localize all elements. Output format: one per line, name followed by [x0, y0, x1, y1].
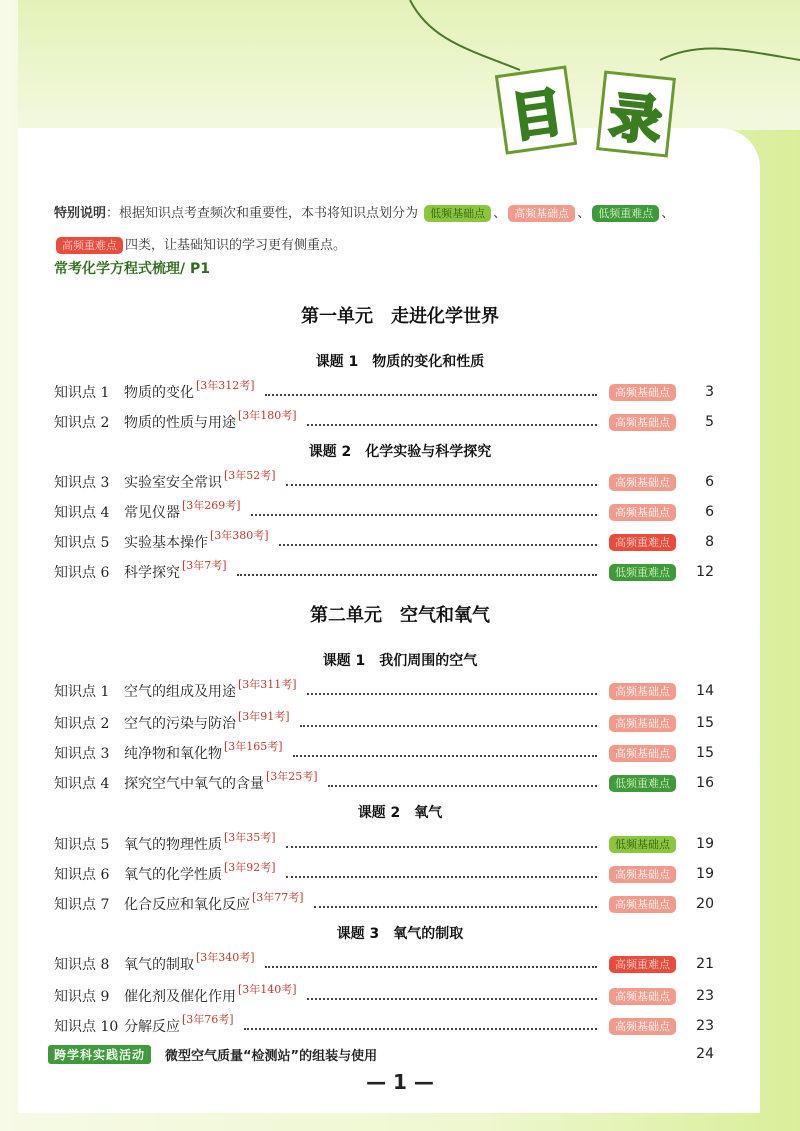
category-tag: 高频基础点 [609, 866, 676, 883]
knowledge-code: 知识点 4 [54, 505, 110, 521]
leader-dots [314, 906, 597, 908]
note-suffix: 四类，让基础知识的学习更有侧重点。 [125, 238, 347, 253]
exam-count: [3年35考] [224, 831, 276, 844]
knowledge-name: 纯净物和氧化物 [124, 746, 222, 762]
knowledge-code: 知识点 2 [54, 716, 110, 732]
knowledge-code: 知识点 3 [54, 475, 110, 491]
toc-row[interactable] [54, 712, 714, 734]
category-tag: 高频基础点 [609, 384, 676, 401]
knowledge-name: 氧气的物理性质 [124, 837, 222, 853]
leader-dots [244, 1028, 597, 1030]
toc-row[interactable] [54, 893, 714, 915]
page-ref: 19 [696, 836, 714, 852]
practice-page: 24 [696, 1046, 714, 1062]
page-ref: 5 [705, 414, 714, 430]
knowledge-name: 空气的污染与防治 [124, 716, 236, 732]
exam-count: [3年91考] [238, 710, 290, 723]
knowledge-name: 化合反应和氧化反应 [124, 897, 250, 913]
page-ref: 12 [696, 564, 714, 580]
leader-dots [307, 424, 597, 426]
leader-dots [286, 846, 597, 848]
leader-dots [265, 394, 597, 396]
formula-link[interactable]: 常考化学方程式梳理/ P1 [54, 261, 210, 277]
page-ref: 15 [696, 715, 714, 731]
knowledge-name: 氧气的制取 [124, 957, 194, 973]
lesson-title: 课题 3 氧气的制取 [336, 926, 464, 942]
knowledge-name: 科学探究 [124, 565, 180, 581]
category-tag: 高频基础点 [609, 414, 676, 431]
category-tag: 高频基础点 [609, 745, 676, 762]
knowledge-name: 物质的性质与用途 [124, 415, 236, 431]
practice-title: 微型空气质量“检测站”的组装与使用 [165, 1048, 378, 1064]
toc-row[interactable] [54, 833, 714, 855]
leader-dots [251, 514, 597, 516]
knowledge-code: 知识点 1 [54, 684, 110, 700]
lesson-title: 课题 1 物质的变化和性质 [315, 354, 485, 370]
knowledge-code: 知识点 7 [54, 897, 110, 913]
header-band [18, 0, 800, 130]
toc-row[interactable] [54, 471, 714, 493]
page-ref: 6 [705, 504, 714, 520]
category-tag: 低频基础点 [609, 836, 676, 853]
exam-count: [3年25考] [266, 770, 318, 783]
page-number: — 1 — [366, 1070, 434, 1094]
toc-row[interactable] [54, 772, 714, 794]
exam-count: [3年311考] [238, 678, 297, 691]
note-label: 特别说明 [54, 206, 107, 221]
knowledge-code: 知识点 5 [54, 535, 110, 551]
page-ref: 20 [696, 896, 714, 912]
page-ref: 19 [696, 866, 714, 882]
knowledge-name: 探究空气中氧气的含量 [124, 776, 264, 792]
toc-row[interactable] [54, 953, 714, 975]
unit-title: 第一单元 走进化学世界 [301, 306, 499, 327]
title-card-2: 录 [596, 70, 676, 157]
toc-row[interactable] [54, 561, 714, 583]
category-tag: 高频基础点 [609, 896, 676, 913]
exam-count: [3年140考] [238, 983, 297, 996]
category-tag: 低频重难点 [609, 564, 676, 581]
knowledge-name: 物质的变化 [124, 385, 194, 401]
page-ref: 3 [705, 384, 714, 400]
tag-high-key: 高频重难点 [56, 237, 123, 254]
unit-title: 第二单元 空气和氧气 [310, 605, 490, 626]
lesson-title: 课题 2 氧气 [357, 805, 443, 821]
category-tag: 高频重难点 [609, 534, 676, 551]
knowledge-code: 知识点 10 [54, 1019, 119, 1035]
exam-count: [3年269考] [182, 499, 241, 512]
toc-row[interactable] [54, 863, 714, 885]
category-tag: 低频重难点 [609, 775, 676, 792]
leader-dots [293, 755, 597, 757]
leader-dots [237, 574, 597, 576]
exam-count: [3年76考] [182, 1013, 234, 1026]
exam-count: [3年77考] [252, 891, 304, 904]
exam-count: [3年92考] [224, 861, 276, 874]
exam-count: [3年340考] [196, 951, 255, 964]
knowledge-name: 实验室安全常识 [124, 475, 222, 491]
knowledge-code: 知识点 6 [54, 565, 110, 581]
leader-dots [300, 725, 597, 727]
exam-count: [3年52考] [224, 469, 276, 482]
page-ref: 8 [705, 534, 714, 550]
page-ref: 6 [705, 474, 714, 490]
note-text: ：根据知识点考查频次和重要性，本书将知识点划分为 [106, 206, 419, 221]
toc-row[interactable] [54, 1015, 714, 1037]
knowledge-code: 知识点 1 [54, 385, 110, 401]
toc-row[interactable] [54, 742, 714, 764]
category-tag: 高频基础点 [609, 988, 676, 1005]
toc-row[interactable] [54, 531, 714, 553]
knowledge-code: 知识点 9 [54, 989, 110, 1005]
category-tag: 高频基础点 [609, 504, 676, 521]
special-note: 特别说明：根据知识点考查频次和重要性，本书将知识点划分为 低频基础点 、 高频基础点 、 低频重难点 、 高频重难点 四类，让基础知识的学习更有侧重点。 [54, 206, 675, 253]
knowledge-code: 知识点 2 [54, 415, 110, 431]
page-ref: 16 [696, 775, 714, 791]
toc-row[interactable] [54, 985, 714, 1007]
tag-low-key: 低频重难点 [592, 205, 659, 222]
leader-dots [286, 484, 597, 486]
practice-badge: 跨学科实践活动 [48, 1045, 151, 1064]
toc-row[interactable] [54, 381, 714, 403]
toc-row[interactable] [54, 411, 714, 433]
knowledge-code: 知识点 6 [54, 867, 110, 883]
category-tag: 高频基础点 [609, 683, 676, 700]
knowledge-name: 分解反应 [124, 1019, 180, 1035]
page-ref: 15 [696, 745, 714, 761]
toc-row[interactable] [54, 680, 714, 702]
practice-entry[interactable] [48, 1044, 714, 1064]
knowledge-name: 实验基本操作 [124, 535, 208, 551]
page-ref: 23 [696, 988, 714, 1004]
page-ref: 21 [696, 956, 714, 972]
lesson-title: 课题 2 化学实验与科学探究 [308, 444, 492, 460]
exam-count: [3年312考] [196, 379, 255, 392]
exam-count: [3年380考] [210, 529, 269, 542]
toc-row[interactable] [54, 501, 714, 523]
leader-dots [279, 544, 597, 546]
exam-count: [3年7考] [182, 559, 227, 572]
title-card-1: 目 [495, 65, 577, 154]
exam-count: [3年180考] [238, 409, 297, 422]
tag-low-basic: 低频基础点 [424, 205, 491, 222]
knowledge-code: 知识点 5 [54, 837, 110, 853]
page-ref: 14 [696, 683, 714, 699]
leader-dots [328, 785, 597, 787]
category-tag: 高频基础点 [609, 1018, 676, 1035]
leader-dots [307, 998, 597, 1000]
knowledge-code: 知识点 4 [54, 776, 110, 792]
knowledge-code: 知识点 8 [54, 957, 110, 973]
exam-count: [3年165考] [224, 740, 283, 753]
page-ref: 23 [696, 1018, 714, 1034]
tag-high-basic: 高频基础点 [508, 205, 575, 222]
leader-dots [286, 876, 597, 878]
knowledge-name: 空气的组成及用途 [124, 684, 236, 700]
category-tag: 高频基础点 [609, 474, 676, 491]
lesson-title: 课题 1 我们周围的空气 [322, 653, 478, 669]
knowledge-name: 催化剂及催化作用 [124, 989, 236, 1005]
knowledge-name: 氧气的化学性质 [124, 867, 222, 883]
category-tag: 高频基础点 [609, 715, 676, 732]
knowledge-name: 常见仪器 [124, 505, 180, 521]
category-tag: 高频重难点 [609, 956, 676, 973]
leader-dots [265, 966, 597, 968]
knowledge-code: 知识点 3 [54, 746, 110, 762]
leader-dots [307, 693, 597, 695]
